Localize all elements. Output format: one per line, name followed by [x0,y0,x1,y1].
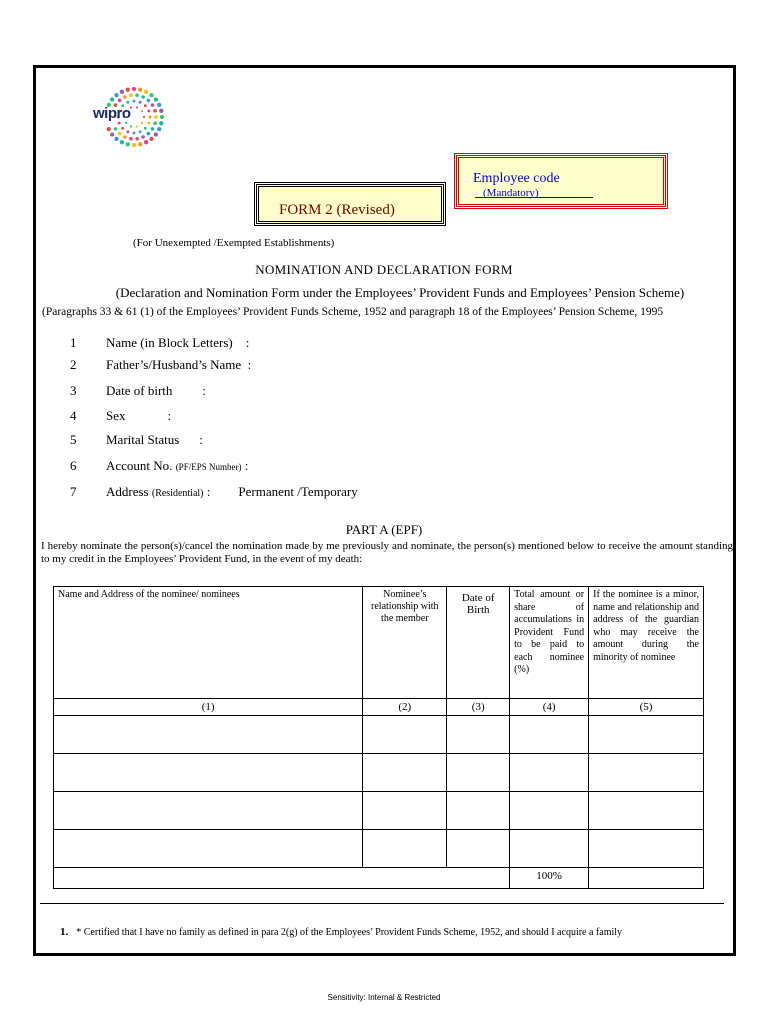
logo-dot [143,116,145,118]
paragraph-line: (Paragraphs 33 & 61 (1) of the Employees’ Provident Funds Scheme, 1952 and paragraph 18 of the Employees’ Pension Scheme, 1995 [42,306,664,318]
logo-dot [135,93,139,97]
part-a-title: PART A (EPF) [345,522,423,537]
total-row [54,868,704,889]
nomination-statement: I hereby nominate the person(s)/cancel the nomination made by me previously and nominate, the person(s) mentioned below to receive the amount standing to my credit in the Employees’ Provident Fund, in the event of my death: [41,540,733,565]
nominee-cell[interactable] [510,716,589,754]
logo-dot [114,137,118,141]
logo-dot [126,101,129,104]
nominee-cell[interactable] [589,716,704,754]
employee-code-box [456,155,666,207]
logo-dot [135,137,139,141]
logo-dot [154,132,158,136]
logo-dot [114,127,118,131]
logo-dot [157,103,161,107]
logo-text: wipro [93,105,131,122]
logo-dot [141,95,145,99]
declaration-line: (Declaration and Nomination Form under the Employees’ Provident Funds and Employees’ Pension Scheme) [115,285,685,300]
certificate-number: 1. [60,926,69,938]
logo-dot [118,132,122,136]
header-relationship: Nominee’s relationship with the member [363,587,447,699]
column-number-row: (1) (2) (3) (4) (5) [54,699,704,716]
wipro-logo [88,85,170,153]
logo-dot [132,143,136,147]
logo-dot [147,122,150,125]
logo-dot [147,99,151,103]
logo-dot [159,109,163,113]
logo-dot [138,88,142,92]
nominee-cell[interactable] [589,792,704,830]
logo-dot [136,125,138,127]
logo-dot [110,97,114,101]
logo-dot [160,115,164,119]
nominee-cell[interactable] [54,792,363,830]
nominee-cell[interactable] [447,754,510,792]
logo-dot [120,90,124,94]
logo-dot [147,109,150,112]
nominee-cell[interactable] [363,754,447,792]
logo-dot [129,137,133,141]
logo-dot [159,121,163,125]
nominee-cell[interactable] [510,754,589,792]
header-date-of-birth: Date of Birth [447,587,510,699]
nominee-table [53,586,704,889]
header-share: Total amount or share of accumulations in Provident Fund to be paid to each nominee (%) [510,587,589,699]
nominee-cell[interactable] [510,792,589,830]
main-title: NOMINATION AND DECLARATION FORM [255,262,513,277]
nominee-cell[interactable] [363,792,447,830]
logo-dot [133,100,136,103]
logo-dot [123,95,127,99]
logo-dot [149,93,153,97]
logo-dot [151,127,155,131]
logo-dot [149,116,152,119]
logo-dot [132,87,136,91]
employee-code-label: Employee code [473,171,663,203]
logo-dot [118,122,121,125]
nominee-cell[interactable] [54,716,363,754]
logo-dot [154,115,158,119]
logo-dot [144,90,148,94]
total-share: 100% [510,868,589,889]
logo-dot [157,127,161,131]
certificate-line [60,926,622,938]
logo-dot [129,93,133,97]
logo-dot [144,104,147,107]
logo-dot [126,88,130,92]
nominee-cell[interactable] [447,716,510,754]
logo-dot [149,137,153,141]
logo-dot [118,99,122,103]
logo-dot [138,142,142,146]
logo-dot [126,130,129,133]
table-row [54,792,704,830]
logo-dot [153,109,157,113]
logo-dot [125,122,127,124]
nominee-cell[interactable] [589,754,704,792]
certificate-text: * Certified that I have no family as defined in para 2(g) of the Employees’ Provident Funds Scheme, 1952, and should I acquire a family [76,927,623,938]
logo-dot [141,110,143,112]
logo-dot [139,130,142,133]
logo-dot [110,132,114,136]
logo-dot [121,127,124,130]
logo-dot [136,106,138,108]
nominee-cell[interactable] [363,830,447,868]
header-guardian: If the nominee is a minor, name and relationship and address of the guardian who may receive the amount during the minority of nominee [589,587,704,699]
logo-dot [141,122,143,124]
employee-code-note: (Mandatory) [483,187,539,199]
logo-dot [107,127,111,131]
logo-dot [141,135,145,139]
logo-dot [153,121,157,125]
logo-dot [144,127,147,130]
form-title: FORM 2 (Revised) [279,202,395,218]
logo-dot [154,97,158,101]
nominee-cell[interactable] [363,716,447,754]
form-title-box [256,184,444,224]
logo-dot [130,125,132,127]
nominee-cell[interactable] [589,830,704,868]
nominee-cell[interactable] [447,830,510,868]
logo-dot [133,132,136,135]
sensitivity-footer: Sensitivity: Internal & Restricted [327,993,441,1002]
table-row [54,716,704,754]
logo-dot [151,103,155,107]
logo-dot [114,93,118,97]
divider [40,903,724,904]
table-row [54,754,704,792]
nominee-cell[interactable] [447,792,510,830]
logo-dot [144,140,148,144]
logo-dot [126,142,130,146]
logo-dot [147,132,151,136]
logo-dot [120,140,124,144]
table-header-row [54,587,704,699]
nominee-cell[interactable] [510,830,589,868]
logo-dot [139,101,142,104]
nominee-cell[interactable] [54,754,363,792]
table-row [54,830,704,868]
subtitle: (For Unexempted /Exempted Establishments) [133,237,335,249]
logo-dot [123,135,127,139]
nominee-cell[interactable] [54,830,363,868]
header-name-address: Name and Address of the nominee/ nominees [54,587,363,699]
